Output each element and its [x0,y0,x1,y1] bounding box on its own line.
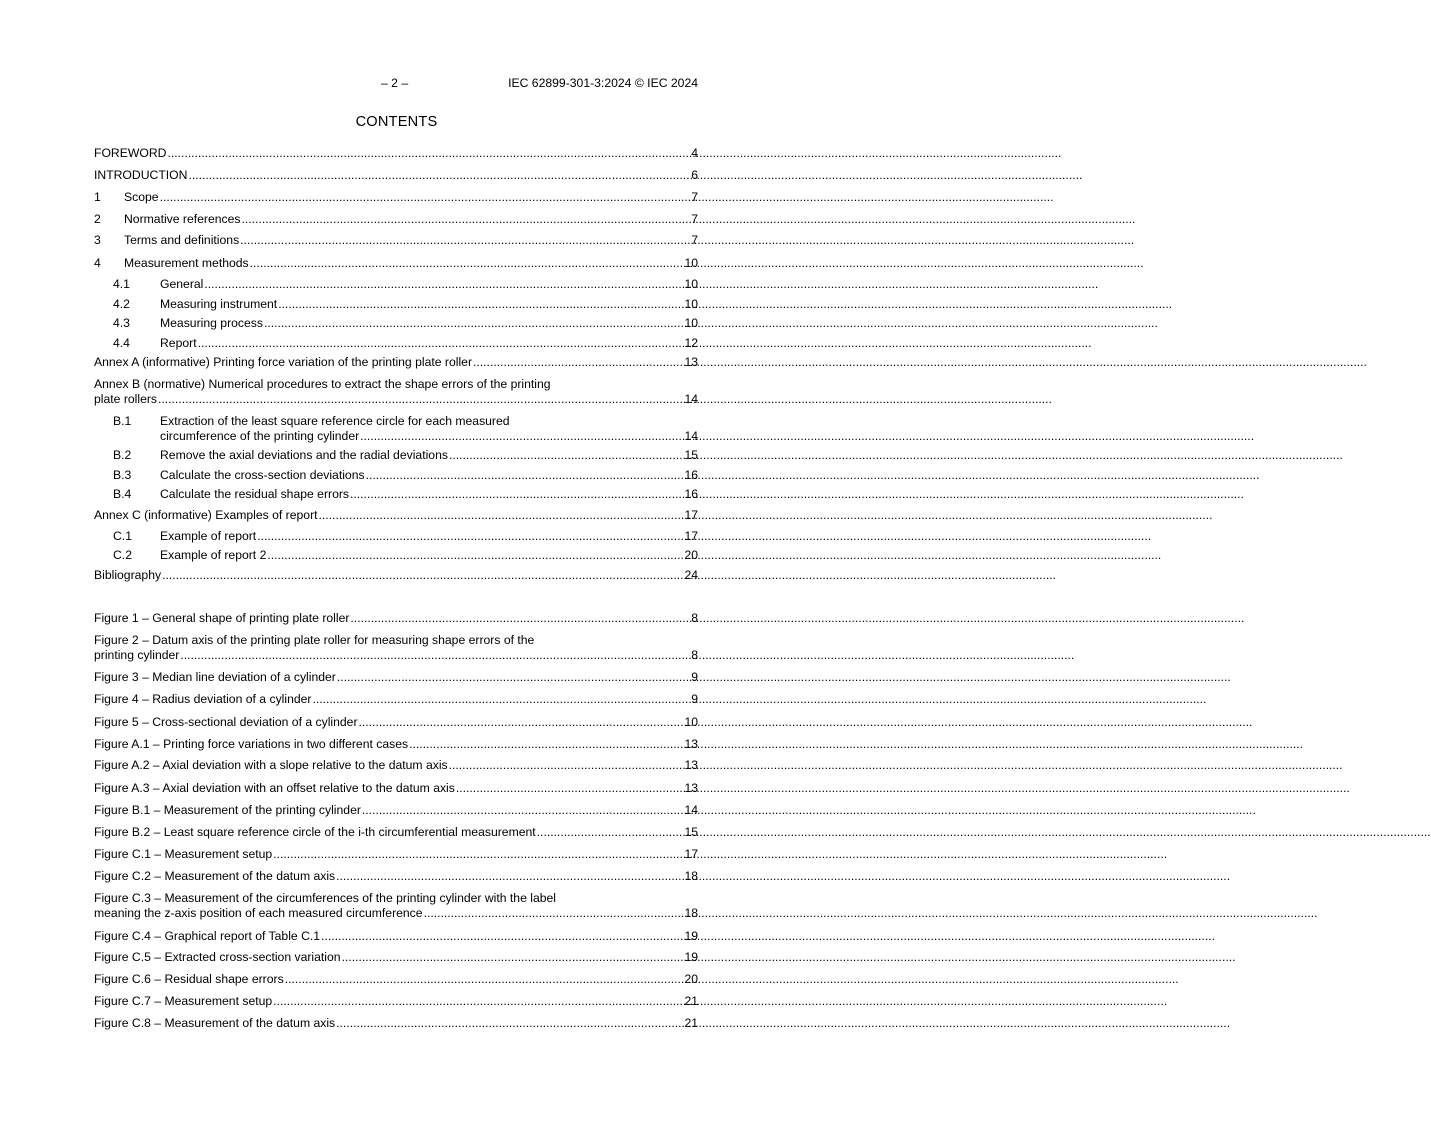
entry-line [94,847,698,862]
entry-label: circumference of the printing cylinder [160,429,360,443]
figure-entry[interactable] [94,847,698,862]
entry-page-number: 7 [691,190,698,204]
entry-first-line [94,414,698,429]
entry-line [94,781,698,796]
dot-leader [188,168,690,183]
entry-label: Figure 4 – Radius deviation of a cylinder [94,692,312,706]
entry-page-number: 14 [684,429,698,443]
entry-label: Figure A.1 – Printing force variations in two different cases [94,737,409,751]
entry-line [94,277,698,292]
figure-entry[interactable] [94,758,698,773]
entry-page-number: 10 [684,256,698,270]
entry-line [94,392,698,407]
entry-line [94,190,698,205]
entry-label: Figure 3 – Median line deviation of a cylinder [94,670,336,684]
entry-label: Measurement methods [124,256,249,270]
entry-label: Figure C.4 – Graphical report of Table C.1 [94,929,321,943]
entry-label: plate rollers [94,392,157,406]
entry-line [94,803,698,818]
figure-entry[interactable] [94,803,698,818]
toc-entry[interactable] [94,355,698,370]
entry-line [94,611,698,626]
entry-label: Figure B.2 – Least square reference circle of the i-th circumferential measurement [94,825,536,839]
dot-leader [424,906,684,921]
entry-line [94,670,698,685]
figure-entry[interactable] [94,670,698,685]
dot-leader [362,803,684,818]
entry-label: General [160,277,204,291]
entry-label: Example of report 2 [160,548,267,562]
entry-line [94,906,698,921]
dot-leader [449,758,684,773]
entry-label: Figure C.6 – Residual shape errors [94,972,284,986]
entry-line [94,737,698,752]
dot-leader [359,715,684,730]
dot-leader [360,429,683,444]
dot-leader [267,548,683,563]
entry-page-number: 16 [684,487,698,501]
dot-leader [162,568,683,583]
dot-leader [342,950,684,965]
entry-number: C.1 [113,529,132,543]
entry-line [94,994,698,1009]
toc-entry[interactable] [94,487,698,502]
entry-first-line: Annex B (normative) Numerical procedures to extract the shape errors of the printing [94,377,551,391]
toc-entry[interactable] [94,448,698,463]
toc-entry[interactable] [94,377,698,407]
entry-line [94,316,698,331]
entry-label: Calculate the cross-section deviations [160,468,365,482]
dot-leader [264,316,683,331]
toc-entry[interactable] [94,316,698,331]
toc-entry[interactable] [94,297,698,312]
figure-entry[interactable] [94,1016,698,1031]
entry-page-number: 17 [684,508,698,522]
toc-entry[interactable] [94,168,698,183]
toc-entry[interactable] [94,233,698,248]
entry-line [94,950,698,965]
page-header [0,76,793,92]
entry-number: 4.3 [113,316,130,330]
entry-first-line: Figure 2 – Datum axis of the printing plate roller for measuring shape errors of the [94,633,535,647]
figure-entry[interactable] [94,929,698,944]
entry-page-number: 17 [684,847,698,861]
entry-label: Annex C (informative) Examples of report [94,508,318,522]
dot-leader [409,737,683,752]
dot-leader [278,297,683,312]
entry-label: Calculate the residual shape errors [160,487,350,501]
entry-label: Figure B.1 – Measurement of the printing cylinder [94,803,361,817]
figure-entry[interactable] [94,825,698,840]
dot-leader [158,392,683,407]
entry-page-number: 13 [684,355,698,369]
entry-first-line: Figure C.3 – Measurement of the circumferences of the printing cylinder with the label [94,891,556,905]
entry-number: 3 [94,233,101,247]
entry-number: 4.2 [113,297,130,311]
entry-page-number: 12 [684,336,698,350]
entry-label: Figure A.2 – Axial deviation with a slope relative to the datum axis [94,758,448,772]
entry-page-number: 9 [691,692,698,706]
entry-label: Scope [124,190,159,204]
entry-line [94,355,698,370]
dot-leader [167,146,690,161]
entry-page-number: 8 [691,611,698,625]
toc-entry[interactable] [94,468,698,483]
entry-line [94,146,698,161]
entry-line [94,758,698,773]
entry-page-number: 17 [684,529,698,543]
dot-leader [319,508,684,523]
entry-line [94,929,698,944]
entry-page-number: 8 [691,648,698,662]
entry-number: B.2 [113,448,132,462]
entry-page-number: 19 [684,929,698,943]
entry-page-number: 13 [684,737,698,751]
entry-line [94,869,698,884]
entry-label: Normative references [124,212,241,226]
entry-page-number: 15 [684,448,698,462]
entry-label: printing cylinder [94,648,180,662]
entry-label: Figure A.3 – Axial deviation with an offset relative to the datum axis [94,781,455,795]
entry-page-number: 18 [684,906,698,920]
entry-page-number: 21 [684,994,698,1008]
entry-number: 4.1 [113,277,130,291]
entry-label: Figure 5 – Cross-sectional deviation of a cylinder [94,715,358,729]
entry-label: Figure C.1 – Measurement setup [94,847,273,861]
dot-leader [257,529,683,544]
entry-label: meaning the z-axis position of each measured circumference [94,906,423,920]
toc-entry[interactable] [94,414,698,444]
figure-entry[interactable] [94,869,698,884]
figure-entry[interactable] [94,633,698,663]
dot-leader [321,929,683,944]
entry-label: Figure 1 – General shape of printing plate roller [94,611,350,625]
toc-entry[interactable] [94,190,698,205]
dot-leader [312,692,690,707]
entry-line [94,972,698,987]
entry-line [94,256,698,271]
entry-line [94,715,698,730]
toc-entry[interactable] [94,212,698,227]
entry-page-number: 7 [691,233,698,247]
dot-leader [180,648,690,663]
entry-line [94,468,698,483]
entry-line [94,529,698,544]
entry-page-number: 15 [684,825,698,839]
entry-line [94,692,698,707]
toc-entry[interactable] [94,508,698,523]
dot-leader [537,825,684,840]
entry-label: Remove the axial deviations and the radial deviations [160,448,448,462]
entry-label: INTRODUCTION [94,168,188,182]
entry-label: Measuring process [160,316,263,330]
toc-entry[interactable] [94,568,698,583]
entry-page-number: 14 [684,392,698,406]
figure-entry[interactable] [94,972,698,987]
dot-leader [350,611,690,626]
dot-leader [204,277,683,292]
entry-page-number: 20 [684,548,698,562]
entry-page-number: 13 [684,781,698,795]
entry-line [94,1016,698,1031]
entry-page-number: 6 [691,168,698,182]
toc-entry[interactable] [94,277,698,292]
dot-leader [273,847,683,862]
entry-label: Measuring instrument [160,297,278,311]
entry-page-number: 9 [691,670,698,684]
entry-page-number: 13 [684,758,698,772]
toc-entry[interactable] [94,336,698,351]
dot-leader [350,487,683,502]
toc-entry[interactable] [94,529,698,544]
entry-line [94,487,698,502]
dot-leader [198,336,684,351]
entry-page-number: 19 [684,950,698,964]
toc-entry[interactable] [94,146,698,161]
entry-page-number: 10 [684,316,698,330]
dot-leader [285,972,684,987]
entry-number: 1 [94,190,101,204]
dot-leader [336,869,683,884]
entry-label: Annex A (informative) Printing force variation of the printing plate roller [94,355,473,369]
contents-title: CONTENTS [355,114,438,130]
toc-entry[interactable] [94,548,698,563]
entry-label: Terms and definitions [124,233,240,247]
figure-entry[interactable] [94,994,698,1009]
page-number: – 2 – [381,76,409,90]
entry-number: C.2 [113,548,132,562]
entry-line [94,648,698,663]
dot-leader [250,256,684,271]
entry-number: B.4 [113,487,132,501]
entry-label: Example of report [160,529,257,543]
entry-number: 2 [94,212,101,226]
entry-line [94,336,698,351]
entry-page-number: 4 [691,146,698,160]
entry-page-number: 18 [684,869,698,883]
entry-number: 4.4 [113,336,130,350]
entry-first-line-text: Extraction of the least square reference circle for each measured [160,414,510,428]
entry-page-number: 21 [684,1016,698,1030]
entry-line [94,233,698,248]
entry-label: Figure C.5 – Extracted cross-section variation [94,950,341,964]
entry-label: Bibliography [94,568,162,582]
document-reference: IEC 62899-301-3:2024 © IEC 2024 [508,76,698,90]
dot-leader [449,448,684,463]
entry-page-number: 7 [691,212,698,226]
toc-entry[interactable] [94,256,698,271]
dot-leader [473,355,683,370]
entry-page-number: 14 [684,803,698,817]
entry-page-number: 10 [684,297,698,311]
dot-leader [273,994,683,1009]
entry-number: B.1 [113,414,132,428]
entry-line [94,568,698,583]
dot-leader [240,233,690,248]
entry-page-number: 10 [684,715,698,729]
entry-page-number: 20 [684,972,698,986]
figure-entry[interactable] [94,737,698,752]
entry-page-number: 10 [684,277,698,291]
entry-page-number: 16 [684,468,698,482]
dot-leader [456,781,684,796]
entry-line [94,429,698,444]
dot-leader [160,190,691,205]
entry-label: Figure C.2 – Measurement of the datum axis [94,869,336,883]
entry-line [94,548,698,563]
entry-label: FOREWORD [94,146,167,160]
entry-label: Figure C.8 – Measurement of the datum axis [94,1016,336,1030]
figure-entry[interactable] [94,692,698,707]
figure-entry[interactable] [94,891,698,921]
entry-label: Report [160,336,197,350]
dot-leader [242,212,691,227]
figure-entry[interactable] [94,715,698,730]
entry-number: B.3 [113,468,132,482]
entry-label: Figure C.7 – Measurement setup [94,994,273,1008]
entry-line [94,508,698,523]
entry-line [94,297,698,312]
dot-leader [337,670,690,685]
entry-line [94,168,698,183]
figure-entry[interactable] [94,781,698,796]
entry-line [94,825,698,840]
figure-entry[interactable] [94,611,698,626]
dot-leader [366,468,684,483]
entry-number: 4 [94,256,101,270]
dot-leader [336,1016,683,1031]
entry-line [94,212,698,227]
entry-line [94,448,698,463]
figure-entry[interactable] [94,950,698,965]
entry-page-number: 24 [684,568,698,582]
